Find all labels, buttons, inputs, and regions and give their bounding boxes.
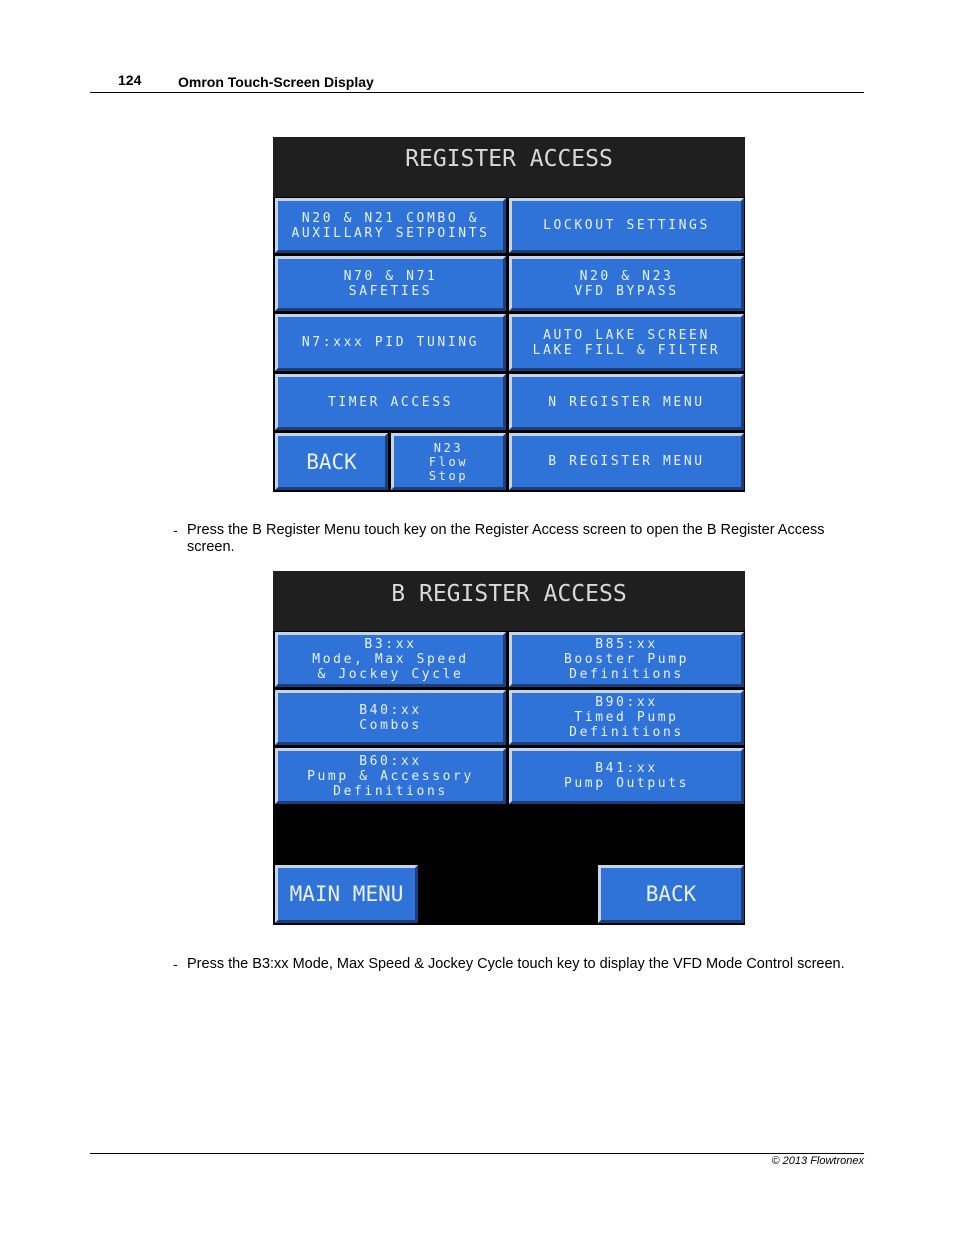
b-register-menu-button[interactable]: B REGISTER MENU (509, 433, 744, 490)
register-access-screen (273, 137, 745, 492)
b-register-access-title: B REGISTER ACCESS (273, 571, 745, 631)
page-header-title: Omron Touch-Screen Display (178, 74, 374, 90)
b90-timed-pump-button[interactable]: B90:xx Timed Pump Definitions (509, 690, 744, 745)
b40-combos-button[interactable]: B40:xx Combos (275, 690, 506, 745)
b60-pump-accessory-button[interactable]: B60:xx Pump & Accessory Definitions (275, 748, 506, 804)
auto-lake-screen-button[interactable]: AUTO LAKE SCREEN LAKE FILL & FILTER (509, 314, 744, 371)
vfd-bypass-button[interactable]: N20 & N23 VFD BYPASS (509, 256, 744, 311)
page-number: 124 (118, 72, 142, 88)
bullet-marker: - (173, 522, 178, 538)
header-divider (90, 92, 864, 93)
instruction-text: Press the B Register Menu touch key on the Register Access screen to open the B Register Access screen. (187, 522, 825, 555)
b-register-access-screen (273, 571, 745, 925)
back-button[interactable]: BACK (275, 433, 388, 490)
combo-auxillary-setpoints-button[interactable]: N20 & N21 COMBO & AUXILLARY SETPOINTS (275, 198, 506, 253)
footer-divider (90, 1153, 864, 1154)
main-menu-button[interactable]: MAIN MENU (275, 865, 418, 923)
flow-stop-button[interactable]: N23 Flow Stop (391, 433, 506, 490)
n-register-menu-button[interactable]: N REGISTER MENU (509, 374, 744, 430)
back-button[interactable]: BACK (598, 865, 744, 923)
b3-mode-speed-jockey-button[interactable]: B3:xx Mode, Max Speed & Jockey Cycle (275, 632, 506, 687)
footer-copyright: © 2013 Flowtronex (771, 1155, 864, 1167)
instruction-text: Press the B3:xx Mode, Max Speed & Jockey Cycle touch key to display the VFD Mode Control screen. (187, 956, 845, 972)
b85-booster-pump-button[interactable]: B85:xx Booster Pump Definitions (509, 632, 744, 687)
safeties-button[interactable]: N70 & N71 SAFETIES (275, 256, 506, 311)
pid-tuning-button[interactable]: N7:xxx PID TUNING (275, 314, 506, 371)
register-access-title: REGISTER ACCESS (273, 137, 745, 197)
bullet-marker: - (173, 956, 178, 972)
b41-pump-outputs-button[interactable]: B41:xx Pump Outputs (509, 748, 744, 804)
lockout-settings-button[interactable]: LOCKOUT SETTINGS (509, 198, 744, 253)
timer-access-button[interactable]: TIMER ACCESS (275, 374, 506, 430)
